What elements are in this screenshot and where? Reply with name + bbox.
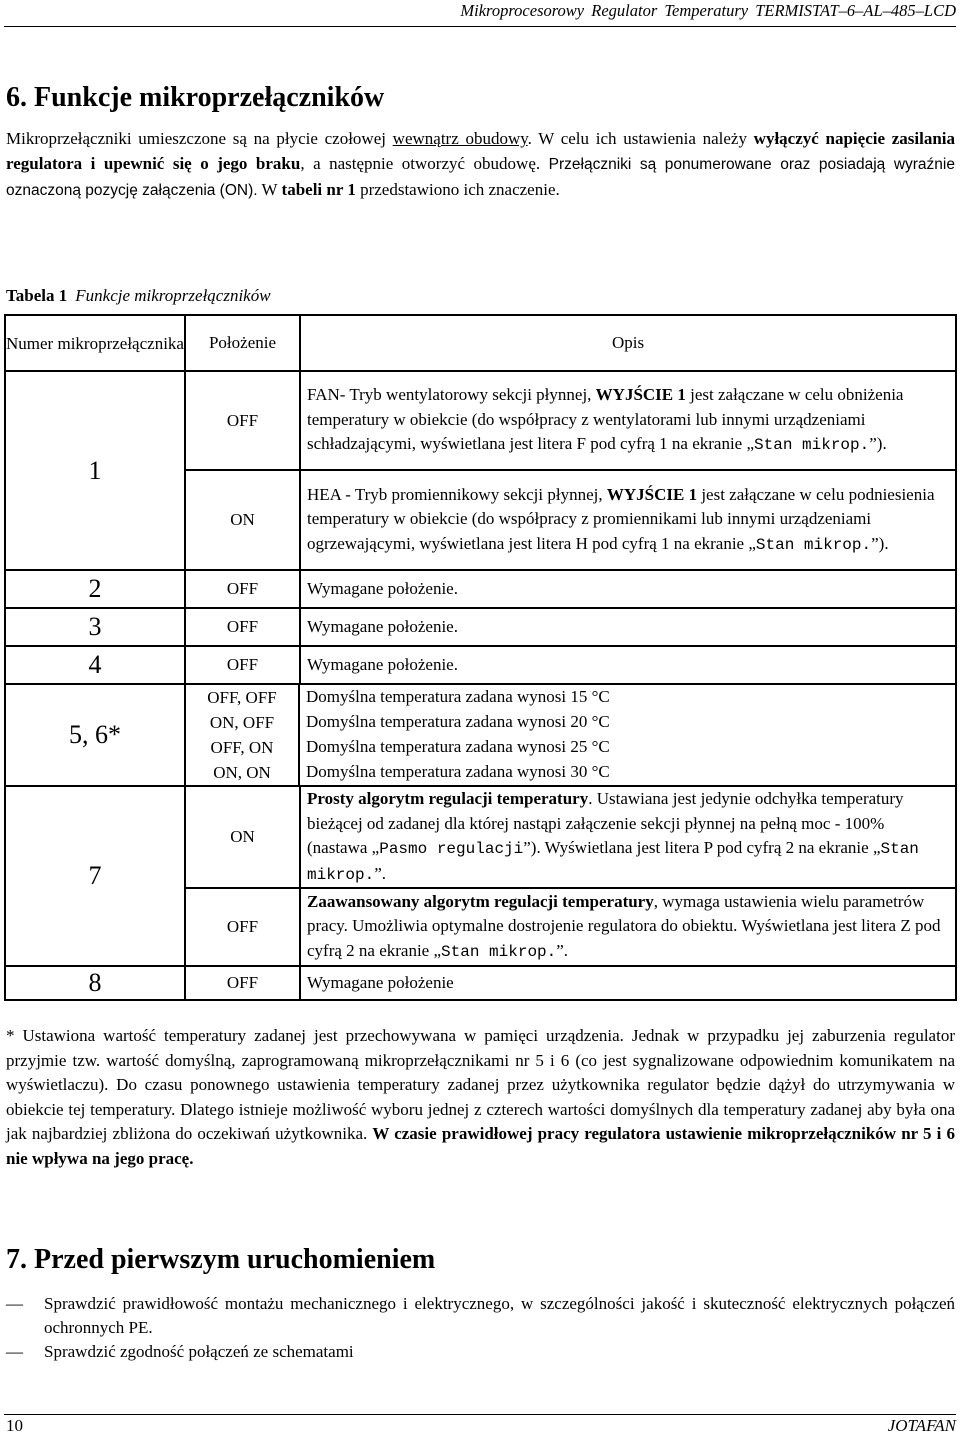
- header-description: Opis: [300, 315, 956, 371]
- switch-position: ON, ON: [213, 762, 271, 782]
- switch-position: OFF, OFF: [207, 687, 277, 707]
- switch-description: Wymagane położenie.: [300, 608, 956, 646]
- header-divider: [4, 26, 956, 27]
- switch-description: Domyślna temperatura zadana wynosi 15 °C: [299, 685, 955, 710]
- table-header-row: [5, 315, 956, 371]
- switch-position: OFF: [185, 570, 300, 608]
- list-item: — Sprawdzić prawidłowość montażu mechanicznego i elektrycznego, w szczególności jakość i skuteczność elektrycznych połączeń ochronnych PE.: [6, 1294, 955, 1337]
- footnote: * Ustawiona wartość temperatury zadanej jest przechowywana w pamięci urządzenia. Jednak w przypadku jej zaburzenia regulator przyjmie tzw. wartość domyślną, zaprogramowaną mikroprzełącznikami nr 5 i 6 (co jest sygnalizowane odpowiednim komunikatem na wyświetlaczu). Do czasu ponownego ustawienia temperatury zadanej przez użytkownika regulator będzie dążył do utrzymywania w obiekcie tej temperatury. Dlatego istnieje możliwość wyboru jednej z czterech wartości domyślnych dla temperatury zadanej aby była ona jak najbardziej zbliżona do oczekiwań użytkownika. W czasie prawidłowej pracy regulatora ustawienie mikroprzełączników nr 5 i 6 nie wpływa na jego pracę.: [6, 1026, 956, 1168]
- running-header: Mikroprocesorowy Regulator Temperatury TERMISTAT–6–AL–485–LCD: [460, 1, 956, 20]
- switch-description: Domyślna temperatura zadana wynosi 25 °C: [299, 735, 955, 760]
- table-row: [186, 710, 955, 735]
- table-row: [5, 786, 956, 888]
- switch-position: OFF, ON: [210, 737, 274, 757]
- switch-position: ON, OFF: [209, 712, 275, 732]
- switch-description: Domyślna temperatura zadana wynosi 30 °C: [299, 760, 955, 785]
- switch-description: Wymagane położenie.: [300, 646, 956, 684]
- brand-name: JOTAFAN: [887, 1416, 956, 1435]
- switch-position: ON: [185, 786, 300, 888]
- header-position: Położenie: [185, 315, 300, 371]
- table-row: [5, 684, 956, 786]
- switch-number: 5, 6*: [5, 684, 185, 786]
- table-row: [186, 760, 955, 785]
- switch-position: ON: [185, 470, 300, 570]
- dash-bullet: —: [6, 1342, 23, 1361]
- table-row: [5, 371, 956, 470]
- switch-number: 2: [5, 570, 185, 608]
- table-row: [5, 646, 956, 684]
- switch-description: Domyślna temperatura zadana wynosi 20 °C: [299, 710, 955, 735]
- table-row: [186, 735, 955, 760]
- switch-description: FAN- Tryb wentylatorowy sekcji płynnej, WYJŚCIE 1 jest załączane w celu obniżenia temperatury w obiekcie (do współpracy z wentylatorami lub innymi urządzeniami schładzającymi, wyświetlana jest litera F pod cyfrą 1 na ekranie „Stan mikrop.”).: [300, 371, 956, 470]
- table-caption: Tabela 1 Funkcje mikroprzełączników: [6, 286, 271, 305]
- switch-number: 1: [5, 371, 185, 570]
- section-6-intro: Mikroprzełączniki umieszczone są na płycie czołowej wewnątrz obudowy. W celu ich ustawienia należy wyłączyć napięcie zasilania regulatora i upewnić się o jego braku, a następnie otworzyć obudowę. Przełączniki są ponumerowane oraz posiadają wyraźnie oznaczoną pozycję załączenia (ON). W tabeli nr 1 przedstawiono ich znaczenie.: [6, 129, 955, 199]
- switch-description: Prosty algorytm regulacji temperatury. Ustawiana jest jedynie odchyłka temperatury bieżącej od zadanej dla której nastąpi załączenie sekcji płynnej na pełną moc - 100% (nastawa „Pasmo regulacji”). Wyświetlana jest litera P pod cyfrą 2 na ekranie „Stan mikrop.”.: [300, 786, 956, 888]
- switch-position: OFF: [185, 371, 300, 470]
- footer-divider: [4, 1414, 956, 1415]
- table-row: [186, 685, 955, 710]
- table-row: [5, 966, 956, 1000]
- switch-description: Wymagane położenie: [300, 966, 956, 1000]
- switch-number: 4: [5, 646, 185, 684]
- switch-position: OFF: [185, 646, 300, 684]
- switch-functions-table: [4, 314, 957, 1001]
- section-7-title: 7. Przed pierwszym uruchomieniem: [6, 1244, 436, 1275]
- checklist: [6, 1292, 955, 1364]
- switch-description: HEA - Tryb promiennikowy sekcji płynnej, WYJŚCIE 1 jest załączane w celu podniesienia temperatury w obiekcie (do współpracy z promiennikami lub innymi urządzeniami ogrzewającymi, wyświetlana jest litera H pod cyfrą 1 na ekranie „Stan mikrop.”).: [300, 470, 956, 570]
- list-item: — Sprawdzić zgodność połączeń ze schematami: [6, 1340, 955, 1364]
- section-6-title: 6. Funkcje mikroprzełączników: [6, 82, 385, 113]
- switch-position: OFF: [185, 966, 300, 1000]
- dash-bullet: —: [6, 1294, 23, 1313]
- switch-number: 3: [5, 608, 185, 646]
- page-number: 10: [6, 1416, 23, 1435]
- switch-description: Wymagane położenie.: [300, 570, 956, 608]
- switch-description: Zaawansowany algorytm regulacji temperatury, wymaga ustawienia wielu parametrów pracy. Umożliwia optymalne dostrojenie regulatora do obiektu. Wyświetlana jest litera Z pod cyfrą 2 na ekranie „Stan mikrop.”.: [300, 888, 956, 966]
- switch-number: 8: [5, 966, 185, 1000]
- default-temperature-cell: [185, 684, 956, 786]
- header-number: Numer mikroprzełącznika: [5, 315, 185, 371]
- switch-position: OFF: [185, 608, 300, 646]
- default-temperature-table: [186, 685, 955, 785]
- switch-position: OFF: [185, 888, 300, 966]
- table-row: [5, 570, 956, 608]
- table-row: [5, 608, 956, 646]
- switch-number: 7: [5, 786, 185, 966]
